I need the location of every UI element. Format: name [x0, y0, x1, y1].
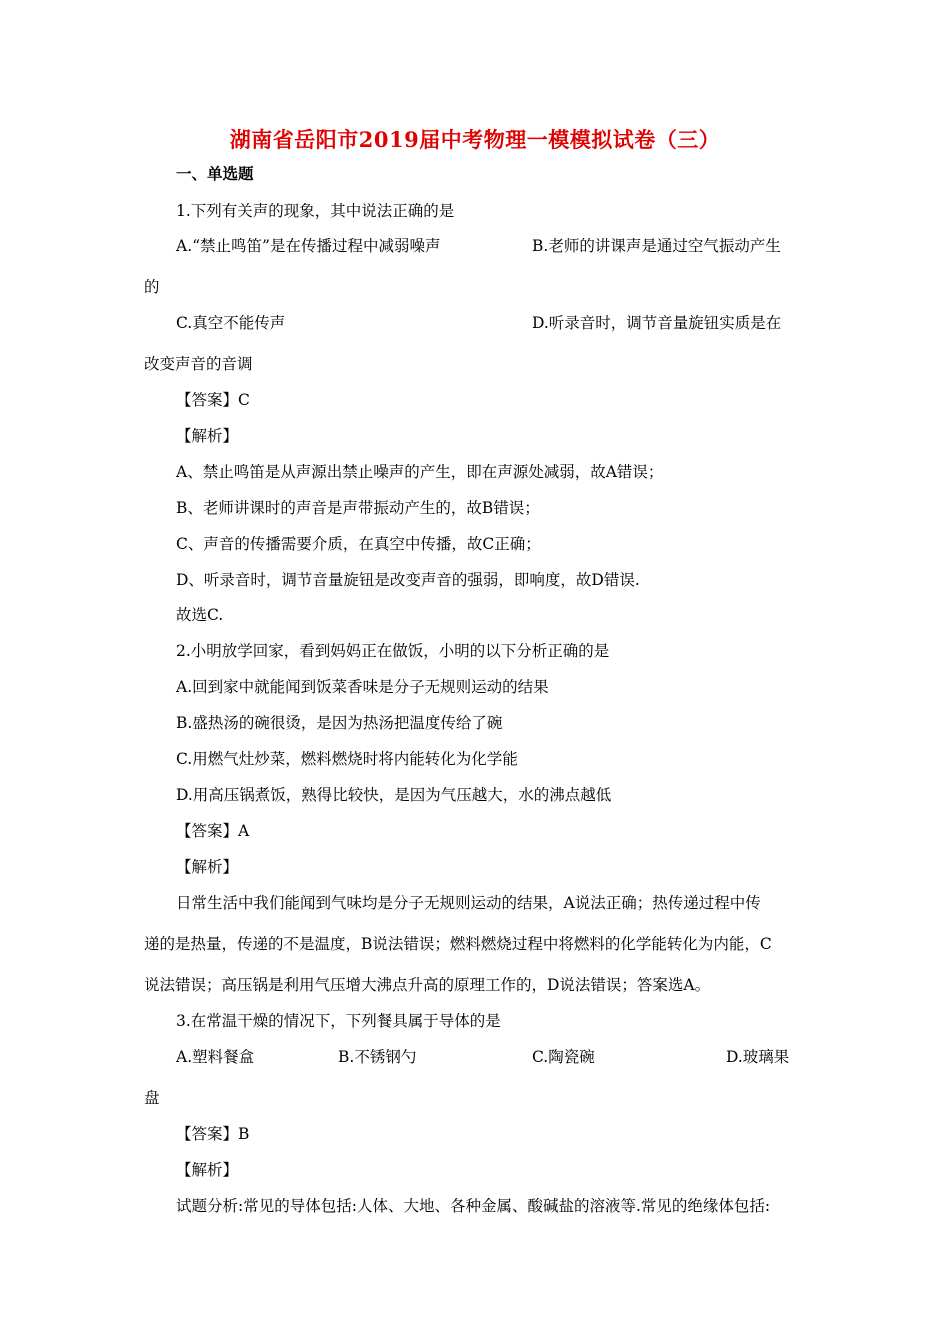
q2-option-c: C.用燃气灶炒菜，燃料燃烧时将内能转化为化学能 — [176, 750, 518, 768]
q2-analysis-line: 日常生活中我们能闻到气味均是分子无规则运动的结果，A说法正确；热传递过程中传 — [176, 894, 761, 912]
q2-answer: 【答案】A — [176, 822, 250, 840]
q1-option-c: C.真空不能传声 — [176, 314, 286, 332]
q1-option-d: D.听录音时，调节音量旋钮实质是在 — [532, 314, 782, 332]
q3-option-a: A.塑料餐盒 — [176, 1048, 255, 1066]
q2-option-a: A.回到家中就能闻到饭菜香味是分子无规则运动的结果 — [176, 678, 549, 696]
q3-analysis-label: 【解析】 — [176, 1161, 239, 1179]
q2-stem: 2.小明放学回家，看到妈妈正在做饭，小明的以下分析正确的是 — [176, 642, 610, 660]
q2-option-b: B.盛热汤的碗很烫，是因为热汤把温度传给了碗 — [176, 714, 503, 732]
q1-analysis-line: A、禁止鸣笛是从声源出禁止噪声的产生，即在声源处减弱，故A错误； — [176, 463, 664, 481]
q2-analysis-label: 【解析】 — [176, 858, 239, 876]
q3-option-d: D.玻璃果 — [726, 1048, 790, 1066]
q2-analysis-line: 递的是热量，传递的不是温度，B说法错误；燃料燃烧过程中将燃料的化学能转化为内能，C — [144, 935, 772, 953]
q3-option-b: B.不锈钢勺 — [338, 1048, 417, 1066]
q1-option-a: A.“禁止鸣笛”是在传播过程中减弱噪声 — [176, 237, 441, 255]
q1-option-d-continued: 改变声音的音调 — [144, 355, 253, 373]
q1-analysis-line: C、声音的传播需要介质，在真空中传播，故C正确； — [176, 535, 541, 553]
q1-analysis-line: B、老师讲课时的声音是声带振动产生的，故B错误； — [176, 499, 540, 517]
q3-option-c: C.陶瓷碗 — [532, 1048, 595, 1066]
q1-answer: 【答案】C — [176, 391, 250, 409]
q1-option-b: B.老师的讲课声是通过空气振动产生 — [532, 237, 781, 255]
q1-analysis-line: D、听录音时，调节音量旋钮是改变声音的强弱，即响度，故D错误. — [176, 571, 640, 589]
document-title: 湖南省岳阳市2019届中考物理一模模拟试卷（三） — [229, 127, 721, 152]
q1-stem: 1.下列有关声的现象，其中说法正确的是 — [176, 202, 455, 220]
q3-stem: 3.在常温干燥的情况下，下列餐具属于导体的是 — [176, 1012, 501, 1030]
q3-option-d-continued: 盘 — [144, 1089, 160, 1107]
q1-analysis-line: 故选C. — [176, 606, 224, 624]
q1-option-b-continued: 的 — [144, 278, 160, 296]
q2-option-d: D.用高压锅煮饭，熟得比较快，是因为气压越大，水的沸点越低 — [176, 786, 612, 804]
q2-analysis-line: 说法错误；高压锅是利用气压增大沸点升高的原理工作的，D说法错误；答案选A。 — [144, 976, 711, 994]
q3-answer: 【答案】B — [176, 1125, 250, 1143]
section-heading: 一、单选题 — [176, 164, 254, 183]
q1-analysis-label: 【解析】 — [176, 427, 239, 445]
q3-analysis-line: 试题分析:常见的导体包括:人体、大地、各种金属、酸碱盐的溶液等.常见的绝缘体包括: — [176, 1197, 771, 1215]
